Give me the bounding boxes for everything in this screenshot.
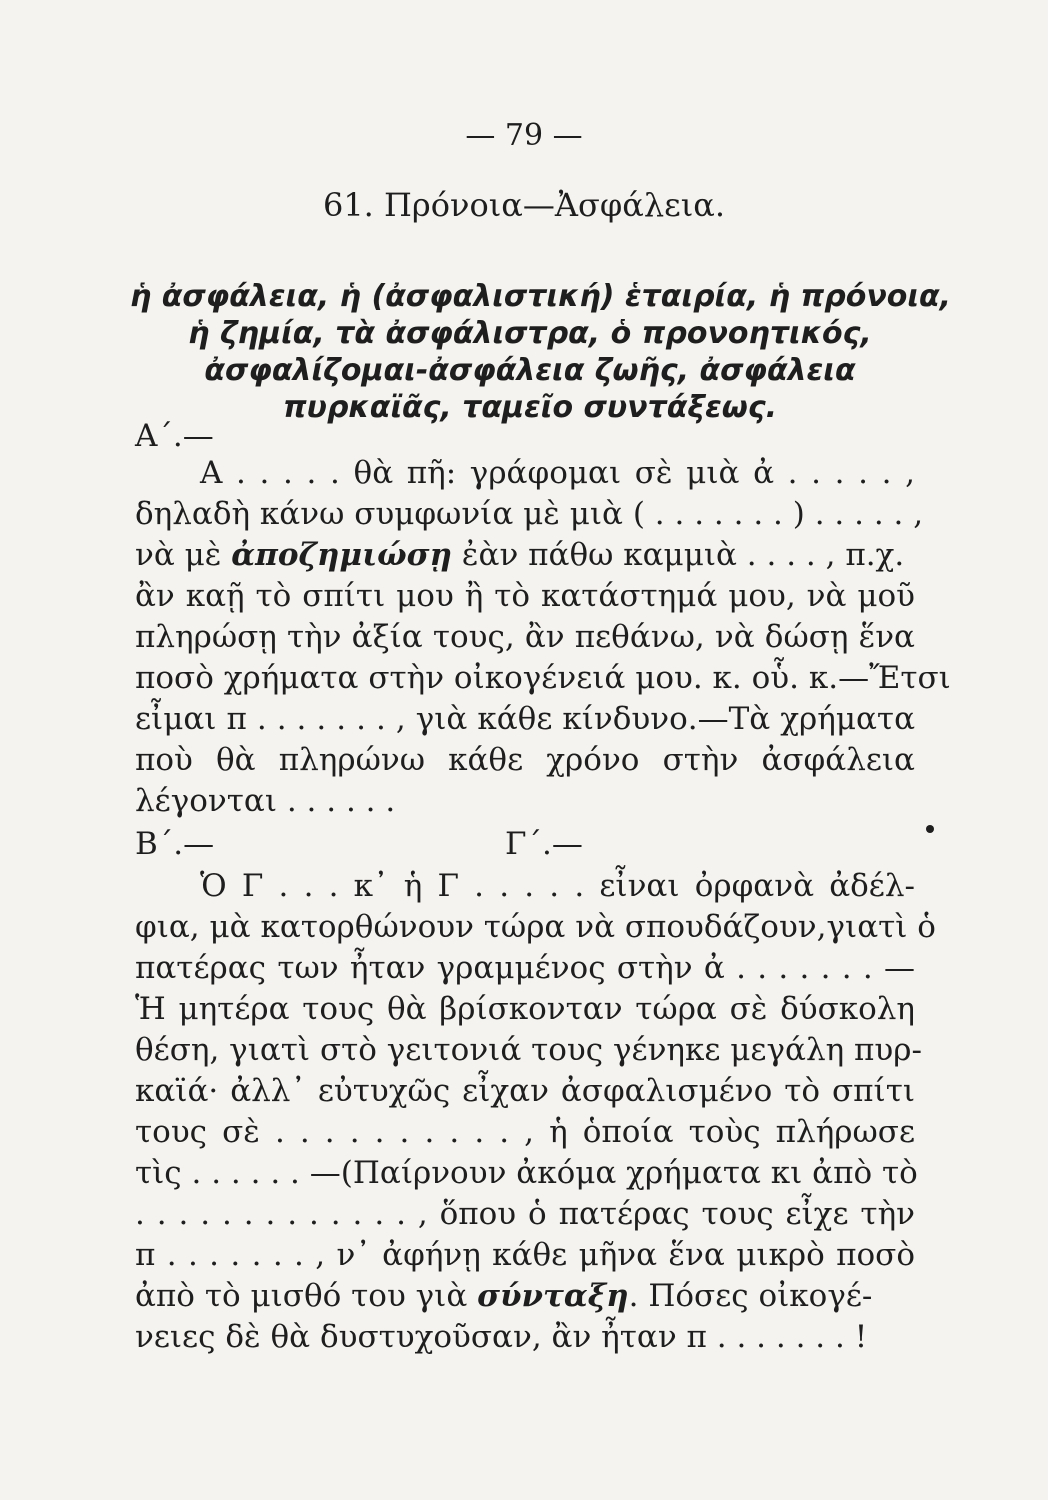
text-segment: ἀπὸ τὸ μισθό του γιὰ — [135, 1278, 478, 1314]
section-g-heading: Γ΄.— — [505, 826, 583, 862]
section-a-heading: Α΄.— — [135, 418, 214, 454]
text-line: νειες δὲ θὰ δυστυχοῦσαν, ἂν ἦταν π . . . . . . . ! — [135, 1319, 868, 1355]
text-segment: . Πόσες οἰκογέ- — [628, 1278, 873, 1314]
text-line: π . . . . . . . , ν᾽ ἀφήνῃ κάθε μῆνα ἕνα μικρὸ ποσὸ — [135, 1237, 915, 1273]
text-line: πατέρας των ἦταν γραμμένος στὴν ἀ . . . . . . . — — [135, 950, 915, 986]
emphasized-word: σύνταξη — [477, 1278, 629, 1314]
text-line: τους σὲ . . . . . . . . . . , ἡ ὁποία τοὺς πλήρωσε — [135, 1114, 915, 1150]
text-line — [135, 537, 915, 573]
text-line: ἂν καῇ τὸ σπίτι μου ἢ τὸ κατάστημά μου, νὰ μοῦ — [135, 578, 915, 614]
text-line: εἶμαι π . . . . . . . , γιὰ κάθε κίνδυνο.—Τὰ χρήματα — [135, 701, 915, 737]
emphasized-word: ἀποζημιώσῃ — [231, 537, 453, 573]
text-line: Ἡ μητέρα τους θὰ βρίσκονταν τώρα σὲ δύσκολη — [135, 991, 915, 1027]
text-segment: νὰ μὲ — [135, 537, 232, 573]
section-b-heading: Β΄.— — [135, 826, 215, 862]
page-number: — 79 — — [465, 118, 583, 153]
vocabulary-block — [130, 278, 952, 426]
vocabulary-line: ἡ ζημία, τὰ ἀσφάλιστρα, ὁ προνοητικός, — [188, 316, 872, 351]
text-line: . . . . . . . . . . . . . , ὅπου ὁ πατέρας τους εἶχε τὴν — [135, 1196, 915, 1232]
vocabulary-line: ἀσφαλίζομαι-ἀσφάλεια ζωῆς, ἀσφάλεια — [204, 353, 856, 388]
vocabulary-line: πυρκαϊᾶς, ταμεῖο συντάξεως. — [282, 390, 778, 425]
text-line — [135, 1278, 915, 1314]
text-line: τὶς . . . . . . —(Παίρνουν ἀκόμα χρήματα κι ἀπὸ τὸ — [135, 1155, 918, 1191]
text-line: ποσὸ χρήματα στὴν οἰκογένειά μου. κ. οὗ. κ.—Ἔτσι — [135, 660, 951, 696]
text-line: Ὁ Γ . . . κ᾽ ἡ Γ . . . . . εἶναι ὀρφανὰ ἀδέλ- — [200, 868, 915, 904]
text-line: ποὺ θὰ πληρώνω κάθε χρόνο στὴν ἀσφάλεια — [135, 742, 915, 778]
lesson-title: 61. Πρόνοια—Ἀσφάλεια. — [322, 186, 726, 224]
margin-dot — [926, 825, 934, 833]
text-line: δηλαδὴ κάνω συμφωνία μὲ μιὰ ( . . . . . . . ) . . . . . , — [135, 496, 924, 532]
text-line: λέγονται . . . . . . — [135, 783, 396, 819]
text-line: φια, μὰ κατορθώνουν τώρα νὰ σπουδάζουν,γιατὶ ὁ — [135, 909, 936, 945]
text-line: καϊά· ἀλλ᾽ εὐτυχῶς εἶχαν ἀσφαλισμένο τὸ σπίτι — [135, 1073, 915, 1109]
text-line: θέση, γιατὶ στὸ γειτονιά τους γένηκε μεγάλη πυρ- — [135, 1032, 922, 1068]
vocabulary-line: ἡ ἀσφάλεια, ἡ (ἀσφαλιστική) ἑταιρία, ἡ πρόνοια, — [130, 279, 952, 314]
text-line: Α . . . . . θὰ πῆ: γράφομαι σὲ μιὰ ἀ . . . . . , — [200, 455, 915, 491]
text-segment: ἐὰν πάθω καμμιὰ . . . . , π.χ. — [452, 537, 905, 573]
text-line: πληρώσῃ τὴν ἀξία τους, ἂν πεθάνω, νὰ δώσῃ ἕνα — [135, 619, 915, 655]
